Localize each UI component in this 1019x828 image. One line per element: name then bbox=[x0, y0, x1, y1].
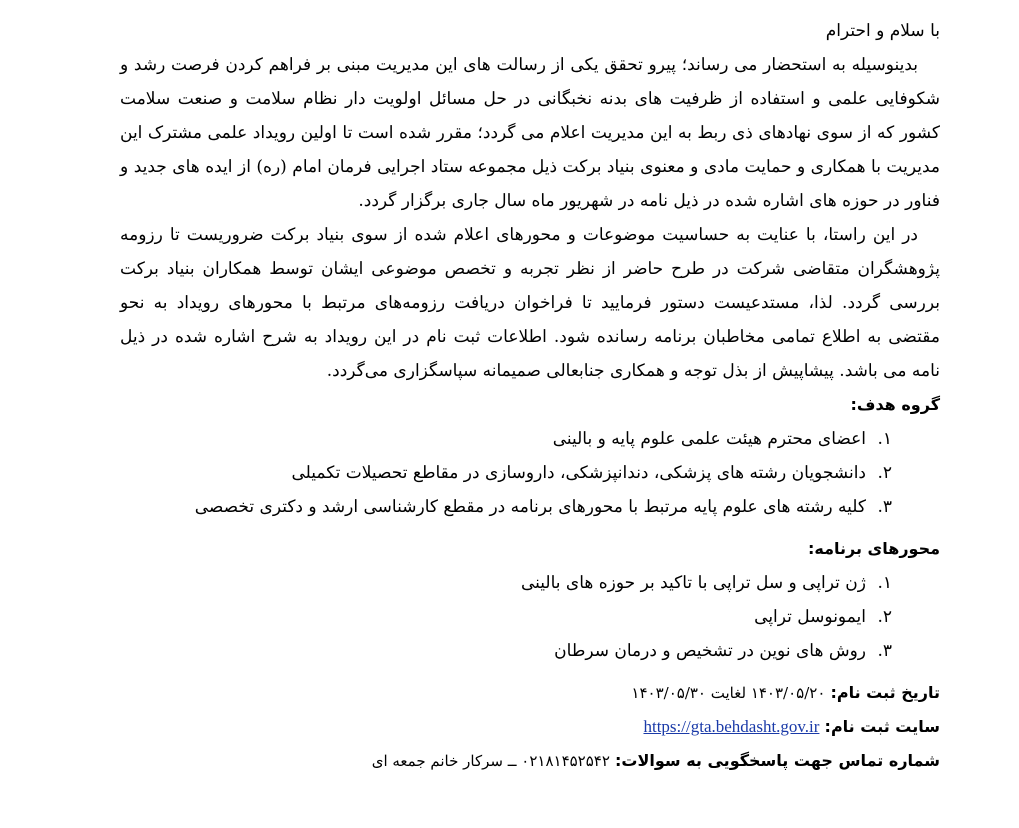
section-gap bbox=[120, 524, 940, 532]
list-number: ۲. bbox=[877, 463, 892, 483]
contact-value: ۰۲۱۸۱۴۵۲۵۴۲ ــ سرکار خانم جمعه ای bbox=[371, 752, 610, 770]
program-axes-title: محورهای برنامه: bbox=[808, 539, 940, 558]
paragraph-request: در این راستا، با عنایت به حساسیت موضوعات و محورهای اعلام شده از سوی بنیاد برکت ضروریست تا رزومه پژوهشگران متقاضی شرکت در طرح حاضر از نظر تجربه و تخصص موضوعی ایشان توسط همکاران بنیاد برکت بررسی گردد. لذا، مستدعیست دستور فرمایید تا فراخوان دریافت رزومه‌های مرتبط با محورهای رویداد به نحو مقتضی به اطلاع تمامی مخاطبان برنامه رسانده شود. اطلاعات ثبت نام در این رویداد به شرح اشاره شده در ذیل نامه می باشد. پیشاپیش از بذل توجه و همکاری جنابعالی صمیمانه سپاسگزاری می‌گردد. bbox=[120, 225, 940, 381]
list-item bbox=[120, 456, 940, 490]
registration-date-line bbox=[120, 676, 940, 710]
list-number: ۳. bbox=[877, 641, 892, 661]
target-group-title: گروه هدف: bbox=[850, 395, 940, 414]
list-number: ۳. bbox=[877, 497, 892, 517]
registration-date-value: ۱۴۰۳/۰۵/۲۰ لغایت ۱۴۰۳/۰۵/۳۰ bbox=[631, 684, 826, 702]
registration-site-link[interactable]: https://gta.behdasht.gov.ir bbox=[643, 717, 820, 736]
list-text: دانشجویان رشته های پزشکی، دندانپزشکی، داروسازی در مقاطع تحصیلات تکمیلی bbox=[291, 463, 866, 483]
list-number: ۱. bbox=[877, 573, 892, 593]
list-item bbox=[120, 422, 940, 456]
letter-body bbox=[120, 14, 940, 778]
list-item bbox=[120, 634, 940, 668]
program-axes-list bbox=[120, 566, 940, 668]
registration-site-line bbox=[120, 710, 940, 744]
list-number: ۱. bbox=[877, 429, 892, 449]
list-item bbox=[120, 600, 940, 634]
list-text: کلیه رشته های علوم پایه مرتبط با محورهای برنامه در مقطع کارشناسی ارشد و دکتری تخصصی bbox=[194, 497, 866, 517]
contact-line bbox=[120, 744, 940, 778]
target-group-list bbox=[120, 422, 940, 524]
contact-label: شماره تماس جهت پاسخگویی به سوالات: bbox=[615, 751, 940, 770]
registration-site-label: سایت ثبت نام: bbox=[824, 717, 940, 736]
paragraph-intro: بدینوسیله به استحضار می رساند؛ پیرو تحقق یکی از رسالت های این مدیریت مبنی بر فراهم کردن فرصت رشد و شکوفایی علمی و استفاده از ظرفیت های بدنه نخبگانی در حل مسائل اولویت دار نظام سلامت و صنعت سلامت کشور که از سوی نهادهای ذی ربط به این مدیریت اعلام می گردد؛ مقرر شده است تا اولین رویداد علمی مشترک این مدیریت با همکاری و حمایت مادی و معنوی بنیاد برکت ذیل مجموعه ستاد اجرایی فرمان امام (ره) از ایده های جدید و فناور در حوزه های اشاره شده در ذیل نامه در شهریور ماه سال جاری برگزار گردد. bbox=[120, 55, 940, 211]
registration-date-label: تاریخ ثبت نام: bbox=[830, 683, 940, 702]
list-item bbox=[120, 490, 940, 524]
list-text: اعضای محترم هیئت علمی علوم پایه و بالینی bbox=[552, 429, 866, 449]
greeting: با سلام و احترام bbox=[825, 21, 940, 41]
list-text: ایمونوسل تراپی bbox=[754, 607, 866, 627]
list-number: ۲. bbox=[877, 607, 892, 627]
list-text: روش های نوین در تشخیص و درمان سرطان bbox=[554, 641, 866, 661]
list-text: ژن تراپی و سل تراپی با تاکید بر حوزه های بالینی bbox=[521, 573, 866, 593]
section-gap bbox=[120, 668, 940, 676]
list-item bbox=[120, 566, 940, 600]
